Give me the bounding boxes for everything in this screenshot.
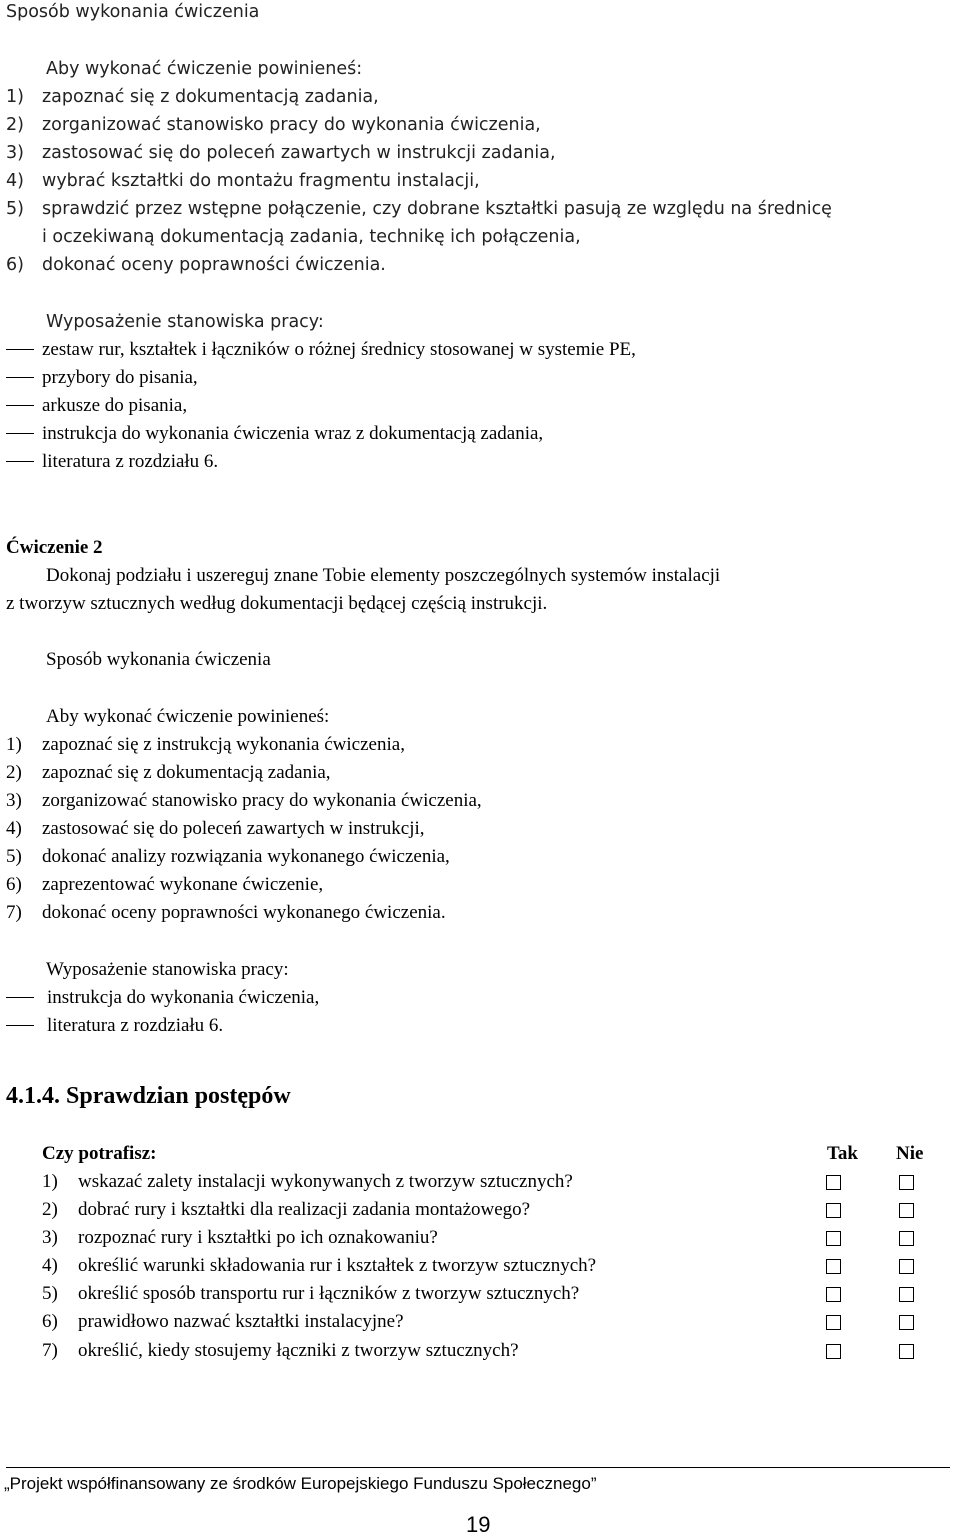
list-item: 6) zaprezentować wykonane ćwiczenie, xyxy=(6,874,324,895)
dash-bullet xyxy=(6,461,34,462)
section-title: 4.1.4. Sprawdzian postępów xyxy=(6,1083,291,1109)
list-item: 3) zastosować się do poleceń zawartych w instrukcji zadania, xyxy=(6,143,556,163)
list-item: 6) dokonać oceny poprawności ćwiczenia. xyxy=(6,255,386,275)
checkbox-tak[interactable] xyxy=(826,1287,841,1302)
checkbox-nie[interactable] xyxy=(899,1259,914,1274)
column-nie: Nie xyxy=(896,1143,924,1164)
list-item: instrukcja do wykonania ćwiczenia wraz z dokumentacją zadania, xyxy=(0,420,960,448)
table-row: 3) rozpoznać rury i kształtki po ich oznakowaniu? xyxy=(0,1224,960,1252)
checkbox-nie[interactable] xyxy=(899,1231,914,1246)
list-item: instrukcja do wykonania ćwiczenia, xyxy=(0,984,960,1012)
checkbox-nie[interactable] xyxy=(899,1287,914,1302)
table-row: 2) dobrać rury i kształtki dla realizacji zadania montażowego? xyxy=(0,1196,960,1224)
checkbox-nie[interactable] xyxy=(899,1315,914,1330)
list-item: 7) dokonać oceny poprawności wykonanego ćwiczenia. xyxy=(6,902,446,923)
checkbox-tak[interactable] xyxy=(826,1259,841,1274)
checkbox-tak[interactable] xyxy=(826,1203,841,1218)
list-item: 4) wybrać kształtki do montażu fragmentu instalacji, xyxy=(6,171,480,191)
checkbox-nie[interactable] xyxy=(899,1344,914,1359)
checkbox-nie[interactable] xyxy=(899,1203,914,1218)
checkbox-tak[interactable] xyxy=(826,1315,841,1330)
list-item: przybory do pisania, xyxy=(0,364,960,392)
section-heading: Sposób wykonania ćwiczenia xyxy=(46,649,271,670)
list-item: zestaw rur, kształtek i łączników o różnej średnicy stosowanej w systemie PE, xyxy=(0,336,960,364)
section-heading: Sposób wykonania ćwiczenia xyxy=(6,2,260,22)
table-row: 4) określić warunki składowania rur i kształtek z tworzyw sztucznych? xyxy=(0,1252,960,1280)
table-row: 6) prawidłowo nazwać kształtki instalacyjne? xyxy=(0,1308,960,1336)
checkbox-tak[interactable] xyxy=(826,1231,841,1246)
footer-text: „Projekt współfinansowany ze środków Europejskiego Funduszu Społecznego” xyxy=(4,1474,597,1493)
dash-bullet xyxy=(6,433,34,434)
exercise-body: Dokonaj podziału i uszereguj znane Tobie elementy poszczególnych systemów instalacji xyxy=(46,565,721,586)
checkbox-nie[interactable] xyxy=(899,1175,914,1190)
list-item: 3) zorganizować stanowisko pracy do wykonania ćwiczenia, xyxy=(6,790,482,811)
list-item: 5) dokonać analizy rozwiązania wykonanego ćwiczenia, xyxy=(6,846,450,867)
equipment-heading: Wyposażenie stanowiska pracy: xyxy=(46,312,324,332)
dash-bullet xyxy=(6,1025,34,1026)
exercise-title: Ćwiczenie 2 xyxy=(6,537,103,558)
list-item: literatura z rozdziału 6. xyxy=(0,1012,960,1040)
list-item: 1) zapoznać się z dokumentacją zadania, xyxy=(6,87,379,107)
list-item: 4) zastosować się do poleceń zawartych w instrukcji, xyxy=(6,818,425,839)
list-item: 2) zorganizować stanowisko pracy do wykonania ćwiczenia, xyxy=(6,115,541,135)
dash-bullet xyxy=(6,377,34,378)
list-item: arkusze do pisania, xyxy=(0,392,960,420)
exercise-body-cont: z tworzyw sztucznych według dokumentacji będącej częścią instrukcji. xyxy=(6,593,548,614)
table-header xyxy=(0,1140,960,1168)
question-header: Czy potrafisz: xyxy=(42,1143,157,1164)
page-number: 19 xyxy=(466,1512,491,1537)
list-item: 1) zapoznać się z instrukcją wykonania ćwiczenia, xyxy=(6,734,405,755)
list-item: literatura z rozdziału 6. xyxy=(0,448,960,476)
checkbox-tak[interactable] xyxy=(826,1175,841,1190)
dash-bullet xyxy=(6,349,34,350)
intro-text: Aby wykonać ćwiczenie powinieneś: xyxy=(46,59,363,79)
dash-bullet xyxy=(6,405,34,406)
equipment-heading: Wyposażenie stanowiska pracy: xyxy=(46,959,289,980)
list-item: i oczekiwaną dokumentacją zadania, technikę ich połączenia, xyxy=(42,227,581,247)
table-row: 5) określić sposób transportu rur i łączników z tworzyw sztucznych? xyxy=(0,1280,960,1308)
table-row: 7) określić, kiedy stosujemy łączniki z tworzyw sztucznych? xyxy=(0,1337,960,1365)
table-row: 1) wskazać zalety instalacji wykonywanych z tworzyw sztucznych? xyxy=(0,1168,960,1196)
intro-text: Aby wykonać ćwiczenie powinieneś: xyxy=(46,706,330,727)
footer-divider xyxy=(6,1467,950,1468)
list-item: 2) zapoznać się z dokumentacją zadania, xyxy=(6,762,331,783)
dash-bullet xyxy=(6,997,34,998)
list-item: 5) sprawdzić przez wstępne połączenie, czy dobrane kształtki pasują ze względu na średnicę xyxy=(6,199,832,219)
checkbox-tak[interactable] xyxy=(826,1344,841,1359)
column-tak: Tak xyxy=(827,1143,858,1164)
